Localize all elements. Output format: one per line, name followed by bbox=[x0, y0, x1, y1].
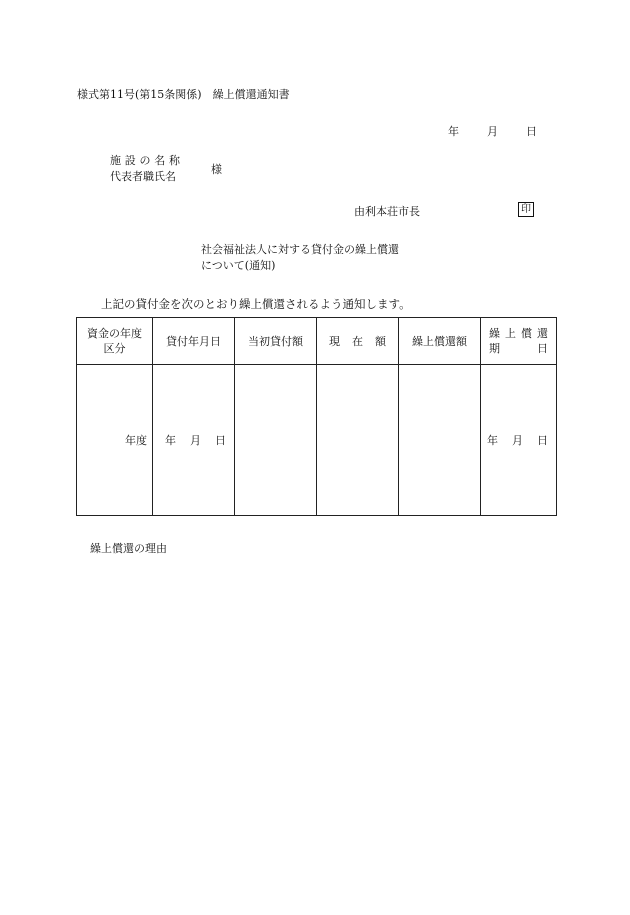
cell-current-amount bbox=[317, 365, 399, 516]
honorific: 様 bbox=[211, 163, 222, 176]
subject bbox=[201, 242, 399, 274]
header-repayment-amount: 繰上償還額 bbox=[399, 318, 481, 365]
facility-name-label: 施設の名称 bbox=[110, 154, 180, 167]
date-month: 月 bbox=[487, 125, 498, 138]
subject-line-2: について(通知) bbox=[201, 259, 276, 272]
header-fiscal-year: 資金の年度 区分 bbox=[77, 318, 153, 365]
cell-repayment-date: 年 月 日 bbox=[481, 365, 557, 516]
date-day: 日 bbox=[526, 125, 537, 138]
cell-loan-date: 年 月 日 bbox=[153, 365, 235, 516]
header-repayment-date: 繰 上 償 還 期 日 bbox=[481, 318, 557, 365]
reason-label: 繰上償還の理由 bbox=[90, 542, 167, 555]
header-loan-date: 貸付年月日 bbox=[153, 318, 235, 365]
subject-line-1: 社会福祉法人に対する貸付金の繰上償還 bbox=[201, 243, 399, 256]
repayment-table bbox=[76, 317, 557, 516]
date-year: 年 bbox=[448, 125, 459, 138]
table-header-row bbox=[77, 318, 557, 365]
header-initial-amount: 当初貸付額 bbox=[235, 318, 317, 365]
cell-initial-amount bbox=[235, 365, 317, 516]
seal-mark: 印 bbox=[518, 202, 534, 217]
document-date bbox=[448, 123, 537, 139]
header-current-amount: 現 在 額 bbox=[317, 318, 399, 365]
notice-text: 上記の貸付金を次のとおり繰上償還されるよう通知します。 bbox=[101, 297, 411, 311]
issuer-title: 由利本荘市長 bbox=[354, 205, 420, 218]
representative-label: 代表者職氏名 bbox=[110, 170, 176, 183]
cell-fiscal-year: 年度 bbox=[77, 365, 153, 516]
table-row bbox=[77, 365, 557, 516]
addressee-block bbox=[110, 153, 180, 185]
cell-repayment-amount bbox=[399, 365, 481, 516]
form-title: 様式第11号(第15条関係) 繰上償還通知書 bbox=[77, 88, 290, 101]
